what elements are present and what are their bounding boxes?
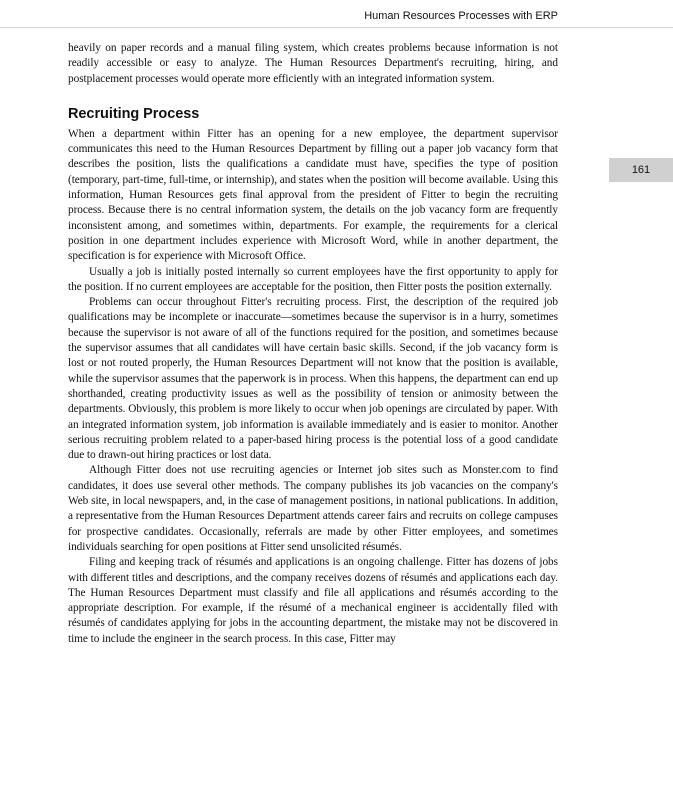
paragraph-recruiting-methods: Although Fitter does not use recruiting agencies or Internet job sites such as Monster.com to find candidates, it does use several other methods. The company publishes its job vacancies on the company's Web site, in local newspapers, and, in the case of management positions, in national publications. In addition, a representative from the Human Resources Department attends career fairs and recruits on college campuses for prospective candidates. Occasionally, referrals are made by other Fitter employees, and sometimes individuals searching for open positions at Fitter send unsolicited résumés. (68, 464, 558, 553)
header-rule (0, 27, 673, 28)
paragraph-job-vacancy-form: When a department within Fitter has an opening for a new employee, the department supervisor communicates this need to the Human Resources Department by filling out a paper job vacancy form that describes the position, lists the qualifications a candidate must have, specifies the type of position (temporary, part-time, full-time, or internship), and states when the position will become available. Using this information, Human Resources gets final approval from the president of Fitter to begin the recruiting process. Because there is no central information system, the details on the job vacancy form are frequently inconsistent among, and sometimes within, departments. For example, the requirements for a clerical position in one department includes experience with Microsoft Word, while in another department, the specification is for experience with Microsoft Office. (68, 127, 558, 263)
running-head: Human Resources Processes with ERP (364, 10, 558, 22)
section-heading: Recruiting Process (68, 105, 200, 122)
paragraph-internal-posting: Usually a job is initially posted internally so current employees have the first opportunity to apply for the position. If no current employees are acceptable for the position, then Fitter posts the position externally. (68, 265, 558, 293)
paragraph-recruiting-problems: Problems can occur throughout Fitter's recruiting process. First, the description of the required job qualifications may be incomplete or inaccurate—sometimes because the supervisor is in a hurry, sometimes because the supervisor is not aware of all of the functions required for the position, and sometimes because the supervisor assumes that all candidates will have certain basic skills. Second, if the job vacancy form is lost or not routed properly, the Human Resources Department will not know that the position is available, while the supervisor assumes that the paperwork is in process. When this happens, the department can end up shorthanded, creating productivity issues as well as the possibility of tension or animosity between the departments. Obviously, this problem is more likely to occur when job openings are circulated by paper. With an integrated information system, job information is available immediately and is easier to monitor. Another serious recruiting problem related to a paper-based hiring process is the potential loss of a good candidate due to drawn-out hiring practices or lost data. (68, 296, 558, 462)
page-body (68, 41, 558, 647)
intro-paragraph: heavily on paper records and a manual filing system, which creates problems because information is not readily accessible or easy to analyze. The Human Resources Department's recruiting, hiring, and postplacement processes would operate more efficiently with an integrated information system. (68, 42, 558, 85)
paragraph-resume-filing: Filing and keeping track of résumés and applications is an ongoing challenge. Fitter has dozens of jobs with different titles and descriptions, and the company receives dozens of résumés and applications each day. The Human Resources Department must classify and file all applications and résumés according to the appropriate description. For example, if the résumé of a mechanical engineer is accidentally filed with résumés of candidates applying for jobs in the accounting department, the mistake may not be discovered in time to include the engineer in the search process. In this case, Fitter may (68, 556, 558, 645)
page-number-tab: 161 (609, 158, 673, 182)
